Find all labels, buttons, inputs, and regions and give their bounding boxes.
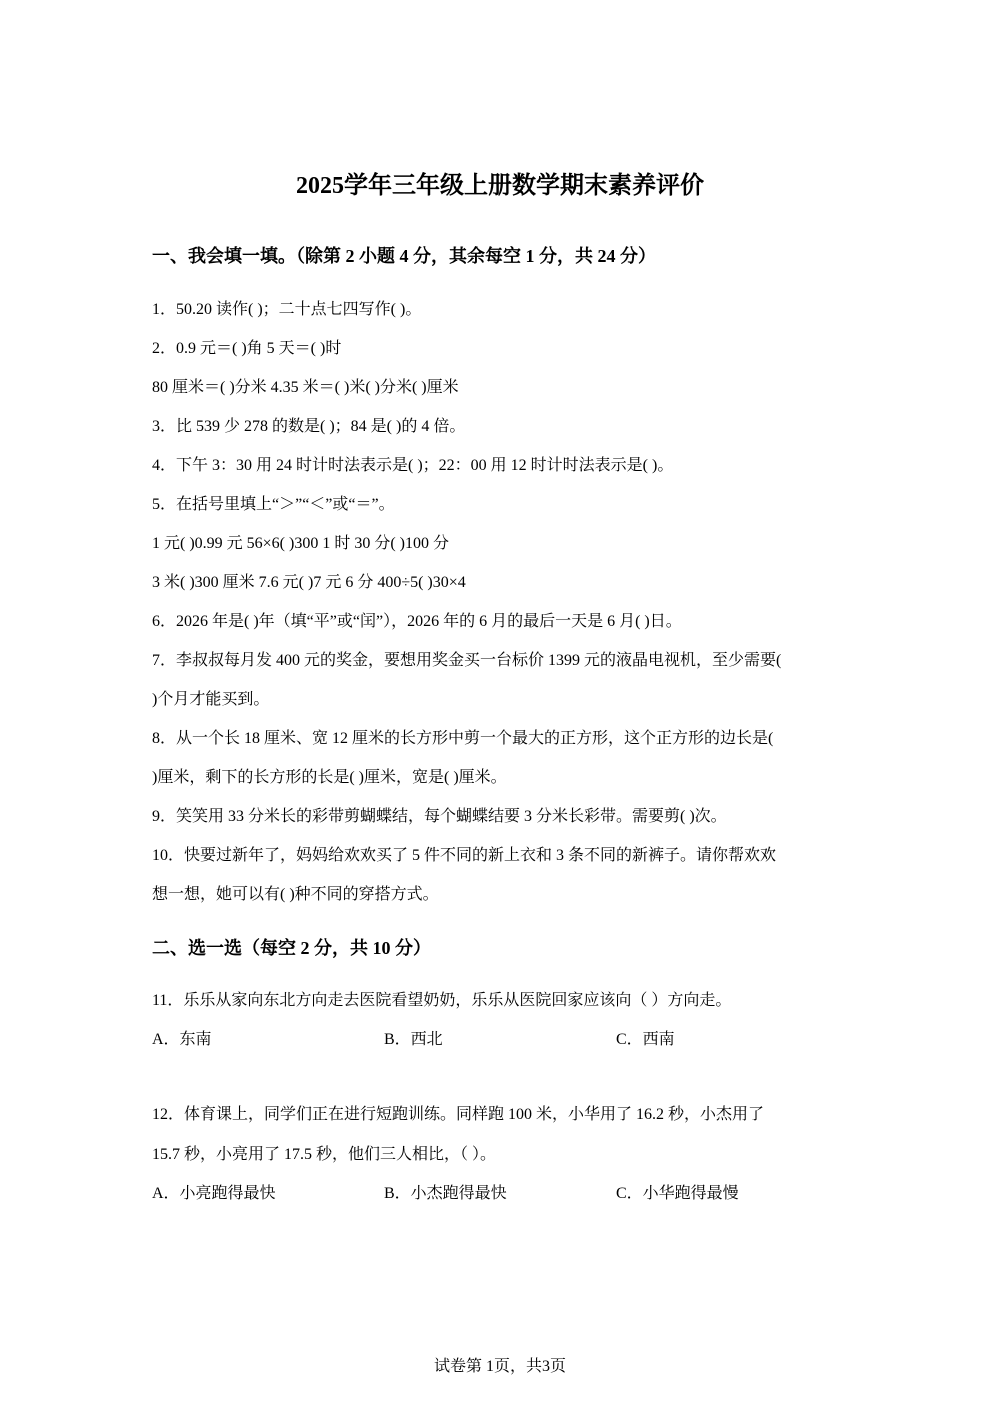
section-1-heading: 一、我会填一填。（除第 2 小题 4 分，其余每空 1 分，共 24 分） [152,246,656,266]
question-12-stem: 12．体育课上，同学们正在进行短跑训练。同样跑 100 米，小华用了 16.2 秒，小杰用了 [152,1106,765,1123]
question-line: 8．从一个长 18 厘米、宽 12 厘米的长方形中剪一个最大的正方形，这个正方形的边长是( [152,730,774,747]
question-line: 10．快要过新年了，妈妈给欢欢买了 5 件不同的新上衣和 3 条不同的新裤子。请你帮欢欢 [152,847,777,864]
question-line: )个月才能买到。 [152,691,270,708]
question-11-stem: 11．乐乐从家向东北方向走去医院看望奶奶，乐乐从医院回家应该向（ ）方向走。 [152,992,732,1009]
question-12-option-a: A．小亮跑得最快 [152,1185,276,1202]
question-12-stem: 15.7 秒，小亮用了 17.5 秒，他们三人相比，（ ）。 [152,1146,497,1163]
question-line: 80 厘米＝( )分米 4.35 米＝( )米( )分米( )厘米 [152,379,459,396]
question-12-option-b: B．小杰跑得最快 [384,1185,507,1202]
section-2-heading: 二、选一选（每空 2 分，共 10 分） [152,938,431,958]
question-11-option-c: C．西南 [616,1031,675,1048]
question-12-option-c: C．小华跑得最慢 [616,1185,739,1202]
question-line: 3 米( )300 厘米 7.6 元( )7 元 6 分 400÷5( )30×4 [152,574,466,591]
question-11-option-b: B．西北 [384,1031,443,1048]
question-line: 3．比 539 少 278 的数是( )；84 是( )的 4 倍。 [152,418,466,435]
question-line: 1 元( )0.99 元 56×6( )300 1 时 30 分( )100 分 [152,535,449,552]
question-line: 5．在括号里填上“＞”“＜”或“＝”。 [152,496,395,513]
question-line: 4．下午 3：30 用 24 时计时法表示是( )；22：00 用 12 时计时法表示是( )。 [152,457,674,474]
page-footer: 试卷第 1页，共3页 [433,1358,566,1375]
question-11-option-a: A．东南 [152,1031,212,1048]
question-line: )厘米，剩下的长方形的长是( )厘米，宽是( )厘米。 [152,769,507,786]
page-title: 2025学年三年级上册数学期末素养评价 [296,173,704,199]
question-line: 1．50.20 读作( )；二十点七四写作( )。 [152,301,422,318]
question-line: 7．李叔叔每月发 400 元的奖金，要想用奖金买一台标价 1399 元的液晶电视机，至少需要( [152,652,782,669]
question-line: 想一想，她可以有( )种不同的穿搭方式。 [152,886,439,903]
question-line: 2．0.9 元＝( )角 5 天＝( )时 [152,340,342,357]
question-line: 6．2026 年是( )年（填“平”或“闰”），2026 年的 6 月的最后一天是 6 月( )日。 [152,613,682,630]
question-line: 9．笑笑用 33 分米长的彩带剪蝴蝶结，每个蝴蝶结要 3 分米长彩带。需要剪( )次。 [152,808,727,825]
